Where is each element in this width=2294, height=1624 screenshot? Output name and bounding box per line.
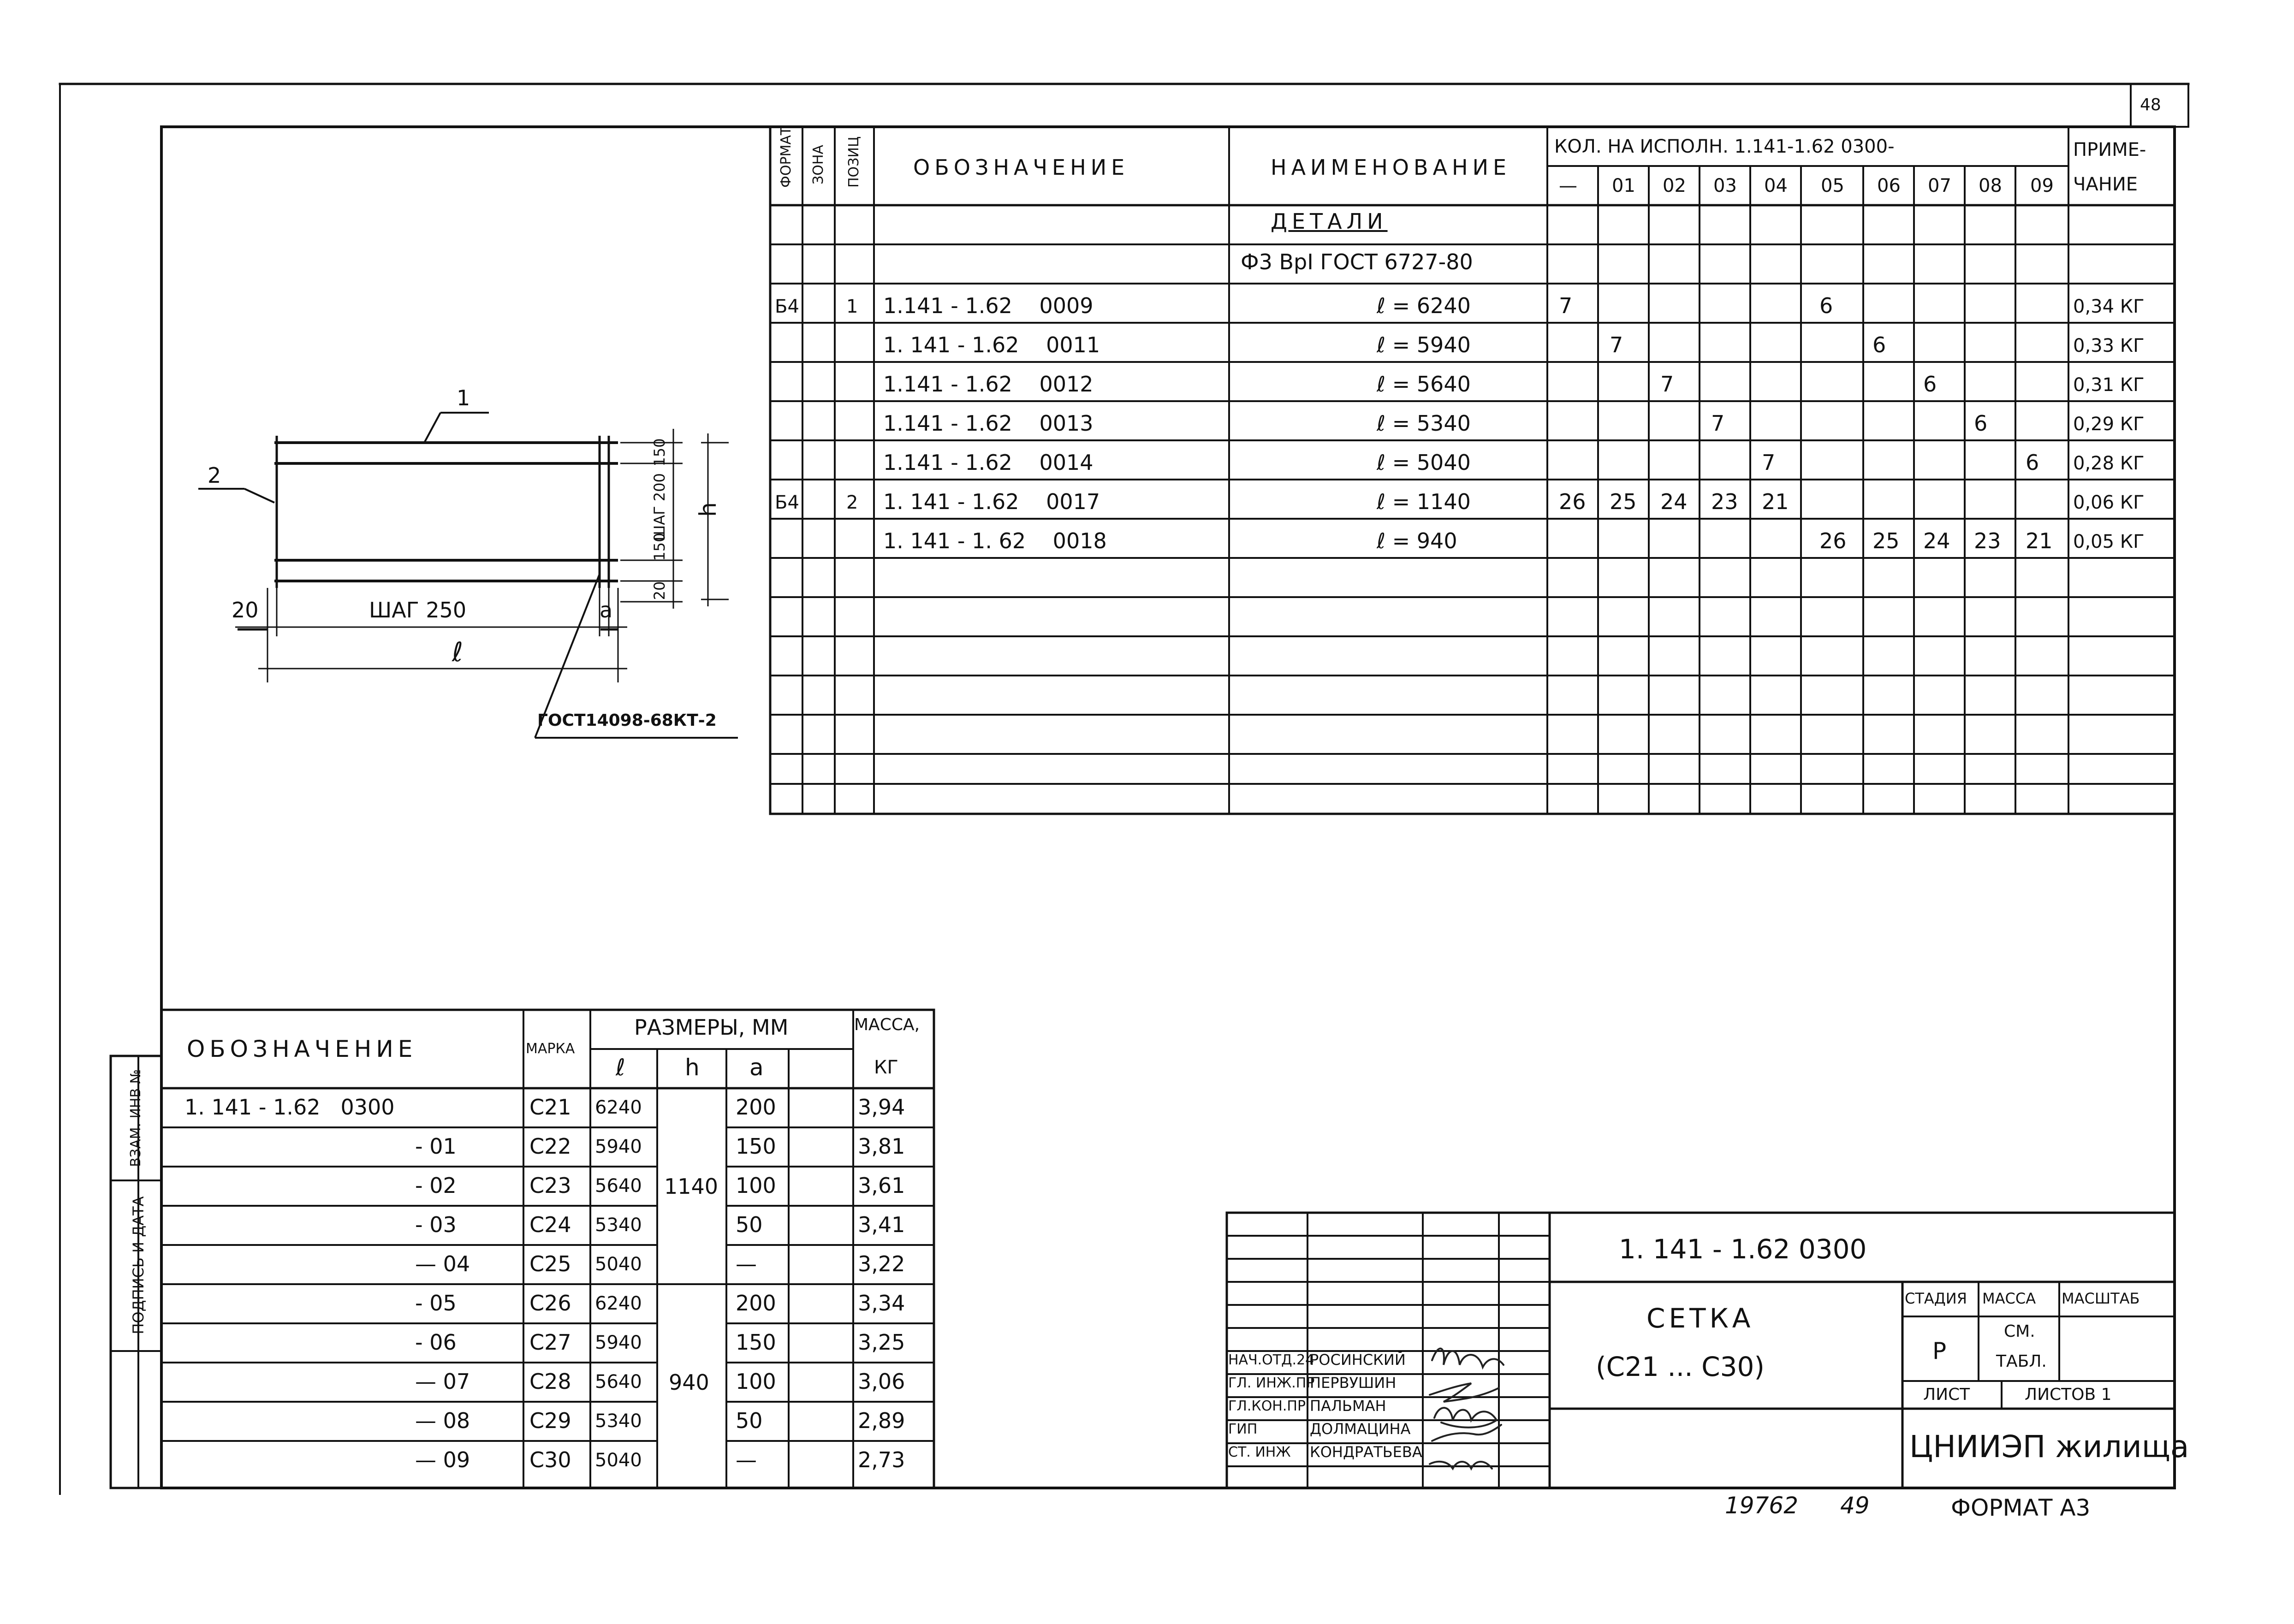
- sizes-row-designation: - 03: [415, 1212, 457, 1237]
- signer-role: НАЧ.ОТД.24: [1228, 1352, 1314, 1368]
- spec-row-designation: 1. 141 - 1.62 0011: [883, 332, 1100, 357]
- signer-name: ПАЛЬМАН: [1310, 1397, 1386, 1415]
- sizes-header-a: a: [749, 1054, 764, 1081]
- spec-row-designation: 1. 141 - 1. 62 0018: [883, 528, 1107, 553]
- sizes-h-group-1140: 1140: [664, 1174, 719, 1199]
- sizes-row-mass: 3,94: [858, 1095, 905, 1120]
- spec-row-qty: 26: [1819, 528, 1847, 553]
- spec-row-format: Б4: [775, 492, 799, 513]
- sizes-row-mass: 3,34: [858, 1291, 905, 1316]
- spec-row-qty: 6: [1974, 411, 1988, 436]
- spec-row-name: ℓ = 1140: [1377, 489, 1471, 514]
- spec-row-note: 0,05 КГ: [2073, 531, 2145, 552]
- signer-name: ПЕРВУШИН: [1310, 1374, 1397, 1392]
- spec-row-qty: 6: [1923, 372, 1937, 397]
- spec-variant: 04: [1764, 175, 1788, 196]
- sizes-header-mark: МАРКА: [526, 1041, 575, 1057]
- sizes-row-mark: С25: [529, 1251, 571, 1276]
- sizes-row-mark: С23: [529, 1173, 571, 1198]
- format-label: ФОРМАТ А3: [1951, 1494, 2091, 1521]
- spec-row-designation: 1.141 - 1.62 0013: [883, 411, 1094, 436]
- spec-row-note: 0,34 КГ: [2073, 296, 2145, 317]
- mass-value-line1: СМ.: [2004, 1322, 2035, 1341]
- spec-variant: 07: [1928, 175, 1951, 196]
- sizes-row-a: —: [736, 1251, 757, 1276]
- spec-variant: 09: [2030, 175, 2054, 196]
- sizes-header-h: h: [685, 1054, 700, 1081]
- spec-row-pos: 1: [846, 296, 858, 317]
- spec-row-note: 0,29 КГ: [2073, 414, 2145, 435]
- sizes-row-l: 6240: [595, 1293, 642, 1314]
- spec-row-qty: 6: [2026, 450, 2039, 475]
- spec-row-name: ℓ = 5340: [1377, 411, 1471, 436]
- dim-l: ℓ: [452, 636, 463, 668]
- sizes-row-a: 200: [736, 1095, 776, 1120]
- label-position-2: 2: [208, 463, 221, 488]
- mass-label: МАССА: [1982, 1290, 2036, 1307]
- sizes-row-designation: — 04: [415, 1251, 470, 1276]
- spec-row-qty: 21: [2026, 528, 2053, 553]
- spec-header-name: НАИМЕНОВАНИЕ: [1271, 155, 1511, 180]
- sizes-h-group-940: 940: [669, 1370, 709, 1395]
- spec-header-format: ФОРМАТ: [778, 126, 794, 188]
- sizes-row-l: 5340: [595, 1215, 642, 1236]
- dim-20-left: 20: [232, 598, 259, 622]
- spec-row-qty: 7: [1660, 372, 1674, 397]
- spec-variant: 03: [1713, 175, 1737, 196]
- spec-variant: 01: [1612, 175, 1635, 196]
- spec-header-zone: ЗОНА: [810, 145, 826, 184]
- sizes-row-l: 5640: [595, 1371, 642, 1393]
- spec-row-name: ℓ = 5640: [1377, 372, 1471, 397]
- sizes-row-l: 5340: [595, 1411, 642, 1432]
- sizes-row-mass: 3,61: [858, 1173, 905, 1198]
- side-stamp-inv: ВЗАМ. ИНВ №: [128, 1069, 144, 1167]
- dim-150-top: 150: [651, 438, 668, 467]
- spec-row-qty: 23: [1711, 489, 1738, 514]
- spec-variant: —: [1559, 175, 1577, 196]
- spec-row-note: 0,06 КГ: [2073, 492, 2145, 513]
- sizes-row-mark: С29: [529, 1408, 571, 1433]
- spec-row-qty: 7: [1559, 293, 1573, 318]
- sizes-row-designation: - 06: [415, 1330, 457, 1355]
- spec-row-designation: 1.141 - 1.62 0009: [883, 293, 1094, 318]
- sizes-row-mass: 3,06: [858, 1369, 905, 1394]
- sizes-row-a: 100: [736, 1173, 776, 1198]
- scale-label: МАСШТАБ: [2062, 1290, 2140, 1307]
- signer-name: РОСИНСКИЙ: [1310, 1351, 1406, 1369]
- spec-row-qty: 7: [1711, 411, 1725, 436]
- sheet-label: ЛИСТ: [1923, 1385, 1970, 1404]
- sizes-row-designation: — 09: [415, 1447, 470, 1472]
- sizes-row-mass: 2,89: [858, 1408, 905, 1433]
- sizes-row-mark: С22: [529, 1134, 571, 1159]
- signer-role: СТ. ИНЖ: [1228, 1444, 1291, 1460]
- label-position-1: 1: [457, 385, 470, 410]
- spec-row-note: 0,28 КГ: [2073, 453, 2145, 474]
- spec-row-qty: 25: [1872, 528, 1900, 553]
- sizes-row-a: 50: [736, 1212, 763, 1237]
- signer-role: ГИП: [1228, 1421, 1258, 1437]
- sizes-row-l: 6240: [595, 1097, 642, 1118]
- side-stamp-sign: ПОДПИСЬ И ДАТА: [130, 1196, 147, 1334]
- sizes-row-designation: - 01: [415, 1134, 457, 1159]
- sizes-row-l: 5640: [595, 1175, 642, 1197]
- spec-header-note-line2: ЧАНИЕ: [2073, 174, 2138, 195]
- sizes-header-designation: ОБОЗНАЧЕНИЕ: [187, 1036, 417, 1062]
- spec-row-name: ℓ = 5940: [1377, 332, 1471, 357]
- title-line1: СЕТКА: [1646, 1303, 1754, 1334]
- sizes-row-l: 5940: [595, 1332, 642, 1353]
- spec-row-qty: 26: [1559, 489, 1586, 514]
- stage-value: Р: [1932, 1338, 1947, 1364]
- sizes-row-designation: - 05: [415, 1291, 457, 1316]
- spec-row-qty: 24: [1660, 489, 1688, 514]
- archive-sheet: 49: [1840, 1492, 1870, 1519]
- dim-a: a: [600, 598, 613, 622]
- stage-label: СТАДИЯ: [1905, 1290, 1967, 1307]
- weld-note: ГОСТ14098-68КТ-2: [537, 711, 717, 730]
- sizes-row-mass: 2,73: [858, 1447, 905, 1472]
- spec-row-name: ℓ = 940: [1377, 528, 1457, 553]
- dim-h: h: [695, 502, 721, 517]
- spec-row-designation: 1.141 - 1.62 0014: [883, 450, 1094, 475]
- sizes-row-a: 150: [736, 1134, 776, 1159]
- sizes-row-a: 200: [736, 1291, 776, 1316]
- mass-value-line2: ТАБЛ.: [1996, 1352, 2047, 1371]
- spec-variant: 08: [1979, 175, 2002, 196]
- sizes-row-designation: - 02: [415, 1173, 457, 1198]
- sizes-row-mark: С24: [529, 1212, 571, 1237]
- spec-row-note: 0,31 КГ: [2073, 374, 2145, 396]
- sizes-header-mass-line1: МАССА,: [854, 1015, 920, 1034]
- spec-row-format: Б4: [775, 296, 799, 317]
- sizes-row-designation: — 08: [415, 1408, 470, 1433]
- sizes-row-mark: С26: [529, 1291, 571, 1316]
- sizes-row-mark: С27: [529, 1330, 571, 1355]
- dim-step-250: ШАГ 250: [369, 598, 467, 622]
- spec-row-note: 0,33 КГ: [2073, 335, 2145, 356]
- sizes-row-a: 100: [736, 1369, 776, 1394]
- spec-row-designation: 1.141 - 1.62 0012: [883, 372, 1094, 397]
- sizes-header-l: ℓ: [616, 1054, 625, 1081]
- sizes-header-mass-line2: КГ: [874, 1057, 898, 1078]
- sizes-row-mark: С30: [529, 1447, 571, 1472]
- sizes-row-a: 150: [736, 1330, 776, 1355]
- sizes-row-mark: С28: [529, 1369, 571, 1394]
- signer-name: ДОЛМАЦИНА: [1310, 1420, 1411, 1438]
- spec-row-qty: 25: [1610, 489, 1637, 514]
- document-code: 1. 141 - 1.62 0300: [1619, 1233, 1867, 1265]
- dim-150-bottom: 150: [651, 533, 668, 561]
- sizes-row-mark: С21: [529, 1095, 571, 1120]
- spec-section-title: ДЕТАЛИ: [1271, 209, 1388, 234]
- spec-variant: 05: [1821, 175, 1844, 196]
- spec-row-designation: 1. 141 - 1.62 0017: [883, 489, 1100, 514]
- dim-step-200: ШАГ 200: [651, 473, 668, 541]
- sizes-row-a: —: [736, 1447, 757, 1472]
- signer-role: ГЛ. ИНЖ.ПР: [1228, 1375, 1315, 1391]
- spec-header-designation: ОБОЗНАЧЕНИЕ: [913, 155, 1129, 180]
- archive-number: 19762: [1725, 1492, 1799, 1519]
- spec-row-qty: 23: [1974, 528, 2001, 553]
- spec-row-name: ℓ = 6240: [1377, 293, 1471, 318]
- sizes-row-l: 5040: [595, 1254, 642, 1275]
- sizes-row-a: 50: [736, 1408, 763, 1433]
- spec-row-pos: 2: [846, 492, 858, 513]
- dim-20-right: 20: [651, 581, 668, 600]
- sizes-row-l: 5040: [595, 1450, 642, 1471]
- spec-row-qty: 7: [1762, 450, 1776, 475]
- spec-header-qty-title: КОЛ. НА ИСПОЛН. 1.141-1.62 0300-: [1554, 136, 1895, 157]
- page-number: 48: [2140, 95, 2161, 114]
- sheets-label: ЛИСТОВ 1: [2025, 1385, 2112, 1404]
- title-line2: (С21 ... С30): [1596, 1351, 1765, 1382]
- sizes-row-mass: 3,25: [858, 1330, 905, 1355]
- spec-row-qty: 21: [1762, 489, 1789, 514]
- signer-role: ГЛ.КОН.ПР: [1228, 1398, 1306, 1414]
- spec-variant: 02: [1663, 175, 1686, 196]
- spec-row-qty: 6: [1819, 293, 1833, 318]
- signature-scribbles: [1430, 1349, 1504, 1469]
- sizes-row-mass: 3,22: [858, 1251, 905, 1276]
- signer-name: КОНДРАТЬЕВА: [1310, 1443, 1422, 1461]
- spec-row-name: ℓ = 5040: [1377, 450, 1471, 475]
- sizes-header-dims: РАЗМЕРЫ, ММ: [634, 1015, 789, 1040]
- spec-header-pos: ПОЗИЦ: [846, 136, 862, 188]
- spec-row-qty: 7: [1610, 332, 1623, 357]
- sizes-row-mass: 3,81: [858, 1134, 905, 1159]
- sizes-row-designation: — 07: [415, 1369, 470, 1394]
- sizes-row-mass: 3,41: [858, 1212, 905, 1237]
- sizes-row-l: 5940: [595, 1136, 642, 1157]
- spec-material: Ф3 ВрI ГОСТ 6727-80: [1241, 249, 1473, 274]
- spec-variant: 06: [1877, 175, 1901, 196]
- spec-header-note-line1: ПРИМЕ-: [2073, 139, 2146, 160]
- organization: ЦНИИЭП жилища: [1909, 1429, 2189, 1464]
- sizes-row-designation: 1. 141 - 1.62 0300: [184, 1095, 395, 1120]
- spec-row-qty: 6: [1872, 332, 1886, 357]
- spec-row-qty: 24: [1923, 528, 1950, 553]
